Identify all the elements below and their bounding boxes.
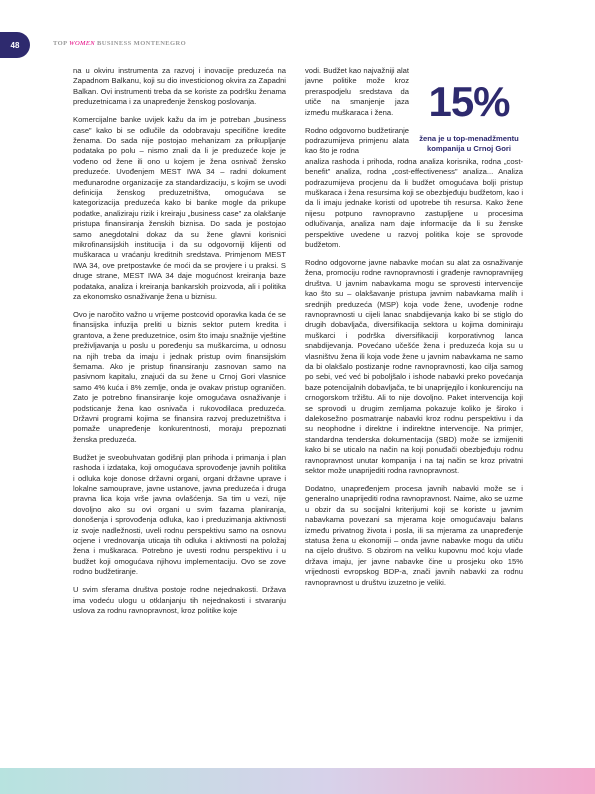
article-right-column	[305, 66, 523, 596]
paragraph: Rodno odgovorno budžetiranje podrazumijeva primjenu alata kao što je rodna	[305, 125, 409, 156]
running-head	[53, 40, 186, 47]
paragraph: U svim sferama društva postoje rodne nejednakosti. Država ima vodeću ulogu u otklanjanju tih nejednakosti i stvaranju uslova za rodnu ravnopravnost, kroz politike koje	[73, 585, 286, 615]
decorative-gradient-bar	[0, 768, 595, 794]
paragraph: na u okviru instrumenta za razvoj i inovacije preduzeća na Zapadnom Balkanu, koji su dio investicionog okvira za Zapadni Balkan. Ovi instrumenti treba da se koriste za podršku ženama preduzetnicama i za unapređenje ženskog poslovanja.	[73, 66, 286, 107]
paragraph: Dodatno, unapređenjem procesa javnih nabavki može se i generalno unaprijediti rodna ravnopravnost. Naime, ako se uzme u obzir da su socijalni kriterijumi koji se koriste u javnim nabavkama povezani sa mjerama koje omogućavaju balans između privatnog života i posla, ili sa mjerama za unapređenje statusa žena u ekonomiji – onda javne nabavke mogu da utiču na cijelo društvo. S obzirom na veliku kupovnu moć koju vlade država imaju, jer javne nabavke čine u prosjeku oko 15% vrijednosti evropskog BDP-a, znači javnih nabavki za rodnu ravnopravnost u društvu izuzetno je veliki.	[305, 483, 523, 587]
narrow-text	[305, 66, 409, 157]
paragraph: vodi. Budžet kao najvažniji alat javne politike može kroz preraspodjelu sredstava da utiče na smanjenje jaza između muškaraca i žena.	[305, 66, 409, 117]
running-head-rest: BUSINESS MONTENEGRO	[97, 40, 187, 47]
paragraph: analiza rashoda i prihoda, rodna analiza korisnika, rodna „cost-benefit” analiza, rodna „cost-effectiveness” analiza... Analiza podrazumijeva procjenu da li budžet omogućava bolji pristup muškaraca i žena resursima koji se obezbjeđuju budžetom, kao i da li imaju jednake koristi od upotrebe tih resursa. Kako žene nijesu potpuno ravnopravno zastupljene u procesima odlučivanja, analiza nam daje informacije da li su ženske perspektive uvedene u razvoj politika koje se sprovode budžetom.	[305, 156, 523, 249]
callout-row	[305, 66, 523, 157]
page-number-badge	[0, 32, 30, 58]
paragraph: Budžet je sveobuhvatan godišnji plan prihoda i primanja i plan rashoda i izdataka, koji omogućava sprovođenje javnih politika i odluka koje donose državni organi, organi državne uprave i lokalne samouprave, javne ustanove, javna preduzeća i druga pravna lica koja vrše javna ovlašćenja. Sa tim u vezi, nije dovoljno ako su ovi organi u svim fazama planiranja, donošenja i sprovođenja odluka, kao i preduzimanja aktivnosti iz svoje nadležnosti, uveli rodnu perspektivu samo na osnovu ocjene i vrednovanja uticaja tih odluka i aktivnosti na položaj žena i muškaraca. Potrebno je uvesti rodnu perspektivu i u budžet koji omogućava njihovu implementaciju. Ovo se zove rodno budžetiranje.	[73, 452, 286, 577]
stat-caption: žena je u top-menadžmentu kompanija u Crnoj Gori	[419, 134, 519, 153]
stat-figure: 15%	[428, 78, 510, 125]
paragraph: Rodno odgovorne javne nabavke moćan su alat za osnaživanje žena, promociju rodne ravnopravnosti i građenje ravnopravnijeg društva. U javnim nabavkama mogu se sprovesti intervencije kao što su – olakšavanje pristupa javnim nabavkama malih i srednjih preduzeća (MSP) koja vode žene, uvođenje rodne ravnopravnosti u cijeli lanac snabdijevanja kako bi se stiglo do drugih dobavljača, diversifikacija sektora u kojima dominiraju muškarci i podrška diversifikaciji korporativnog lanca snabdijevanja. Povećano učešće žena i preduzeća koja su u vlasništvu žena ili koja vode žene u javnim nabavkama ne samo da bi olakšalo postizanje rodne ravnopravnosti, kao cilja samog po sebi, već već bi poboljšalo i ishode nabavki preko povećanja baze potencijalnih dobavljača, te bi unapriједilo i konkurenciju na crnogorskom tržištu. Ali to nije dovoljno. Paket intervencija koji se sprovodi u drugim zemljama pokazuje koliko je široko i dalekosežno posmatranje nabavki kroz rodnu perspektivu i da su neophodne i direktne i indirektne intervencije. Na primjer, standardna tenderska dokumentacija (SBD) može se izmijeniti kako bi se uticalo na način na koji ponuđači obezbjeđuju rodnu ravnopravnost unutar kompanija i na taj način se kroz privatni sektor može unaprijediti rodna ravnopravnost.	[305, 257, 523, 476]
paragraph: Ovo je naročito važno u vrijeme postcovid oporavka kada će se finansijska infuzija preliti u biznis sektor putem kredita i grantova, a žene preduzetnice, osim što imaju snažnije vještine preživljavanja u poslu u poređenju sa muškarcima, u odnosu na njih treba da imaju i jednak pristup ovim finansijskim šemama. Ako je pristup finansiranju zasnovan samo na pasivnom kapitalu, znajući da su žene u Crnoj Gori vlasnice samo 4% kuća i 8% zemlje, onda je ovakav pristup ograničen. Zato je potrebno finansiranje koje omogućava osnaživanje i podsticanje žena kao osnivača i rukovodilaca preduzeća. Državni programi kojima se finansira razvoj preduzetništva i pomaže unapređenje konkurentnosti, moraju prepoznati ženska preduzeća.	[73, 309, 286, 444]
article-left-column	[73, 66, 286, 624]
page-number: 48	[10, 40, 20, 50]
running-head-women: WOMEN	[69, 40, 95, 47]
running-head-top: TOP	[53, 40, 68, 47]
stat-callout	[415, 66, 523, 157]
paragraph: Komercijalne banke uvijek kažu da im je potreban „business case” kako bi se odlučile da odobravaju specifične kredite ženama. Do sada nije postojao mehanizam za prikupljanje podataka po polu – nismo znali da li je preduzeće koje je vođeno od žene ili ono u kojem je žena osnivač žensko preduzeće. Uvođenjem MEST IWA 34 – radni dokument međunarodne organizacije za standardizaciju, s kojim se uvodi definicija ženskog preduzetništva, omogućava se kategorizacija preduzeća kako bi banke mogle da prikupe podatke, analiziraju rizik i kreiraju „business case” za olakšanje pristupa finansiranja ženskih biznisa. Do sada je postojao samo anegdotalni dokaz da su žene glavni korisnici mikrofinansijskih institucija i da su odgovorniji klijenti od muškaraca u vraćanju kreditnih sredstava. Primjenom MEST IWA 34, ove pretpostavke će moći da se provjere i u praksi. S druge strane, MEST IWA 34 daje mogućnost kreiranja baze podataka, analiza i kreiranja bankarskih proizvoda, ali i politika za ekonomsko osnaživanje žena u biznisu.	[73, 115, 286, 302]
